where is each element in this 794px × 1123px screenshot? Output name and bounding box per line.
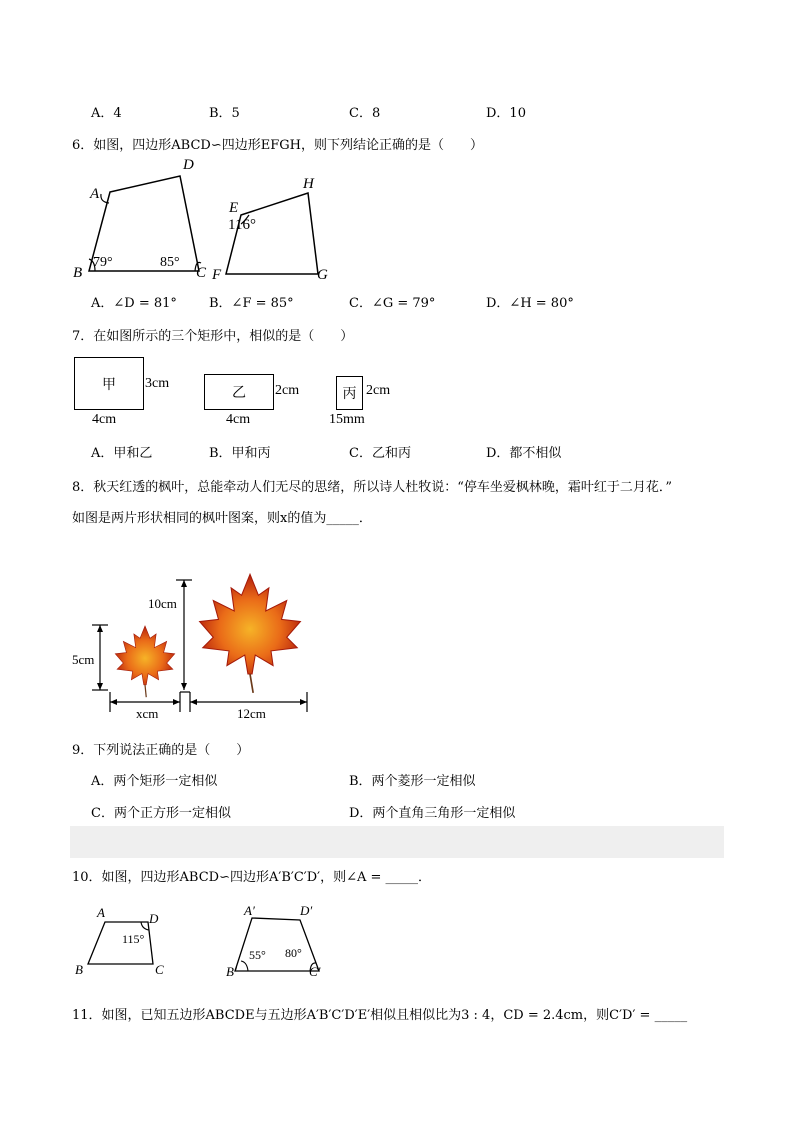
quad-abcd-prime <box>235 918 319 971</box>
rect-bing-height: 2cm <box>366 383 391 398</box>
q10-stem: 10．如图，四边形ABCD∽四边形A′B′C′D′，则∠A = _____． <box>72 870 432 885</box>
q10-angle-b-prime-label: 55° <box>249 948 266 962</box>
q5-option-c: C．8 <box>349 106 381 121</box>
q5-option-a: A．4 <box>91 106 122 121</box>
q9-option-c: C．两个正方形一定相似 <box>91 806 231 821</box>
q8-small-height: 5cm <box>72 652 95 667</box>
q9-option-a: A．两个矩形一定相似 <box>91 774 218 789</box>
q8-stem-line2: 如图是两片形状相同的枫叶图案，则x的值为_____． <box>72 511 372 526</box>
q5-option-b: B．5 <box>209 106 240 121</box>
q7-option-b: B．甲和丙 <box>209 446 271 461</box>
rect-bing-name: 丙 <box>342 386 357 402</box>
q6-label-e: E <box>229 200 239 216</box>
q10-label-d-prime: D′ <box>300 903 313 918</box>
q9-option-b: B．两个菱形一定相似 <box>349 774 476 789</box>
q6-label-c: C <box>196 265 207 281</box>
q10-label-c-prime: C′ <box>309 964 321 979</box>
q8-stem-line1: 8．秋天红透的枫叶，总能牵动人们无尽的思绪，所以诗人杜牧说：“停车坐爱枫林晚，霜叶红于二月花．” <box>72 480 673 495</box>
q8-big-height: 10cm <box>148 596 177 611</box>
rect-yi-name: 乙 <box>232 385 246 401</box>
q9-option-d: D．两个直角三角形一定相似 <box>349 806 516 821</box>
q6-angle-e-label: 116° <box>228 217 256 233</box>
q6-option-c: C．∠G = 79° <box>349 296 436 311</box>
angle-arc-b-prime <box>241 961 248 971</box>
q10-label-c: C <box>155 962 164 977</box>
q7-stem: 7．在如图所示的三个矩形中，相似的是（ ） <box>72 329 354 344</box>
rect-jia-height: 3cm <box>145 376 170 391</box>
q10-angle-c-prime-label: 80° <box>285 946 302 960</box>
q8-small-width: xcm <box>136 706 159 721</box>
rect-jia-name: 甲 <box>102 376 116 393</box>
q6-option-b: B．∠F = 85° <box>209 296 294 311</box>
q11-stem: 11．如图，已知五边形ABCDE与五边形A′B′C′D′E′相似且相似比为3 : 4，CD = 2.4cm，则C′D′ = _____ <box>72 1008 688 1023</box>
q7-option-a: A．甲和乙 <box>91 446 153 461</box>
rect-bing-width: 15mm <box>329 412 365 427</box>
q6-option-d: D．∠H = 80° <box>486 296 574 311</box>
q10-label-d: D <box>149 911 159 926</box>
q6-label-b: B <box>73 265 83 281</box>
q6-label-f: F <box>212 267 222 283</box>
q6-label-d: D <box>183 157 194 173</box>
q8-big-width: 12cm <box>237 706 266 721</box>
q5-option-d: D．10 <box>486 106 526 121</box>
q9-stem: 9．下列说法正确的是（ ） <box>72 743 250 758</box>
q7-option-c: C．乙和丙 <box>349 446 411 461</box>
q6-label-g: G <box>317 267 328 283</box>
q6-label-h: H <box>303 176 314 192</box>
q6-angle-c-label: 85° <box>160 255 180 270</box>
q10-label-a: A <box>97 905 105 920</box>
rect-yi-width: 4cm <box>226 412 251 427</box>
q6-angle-b-label: 79° <box>93 255 113 270</box>
rect-yi-height: 2cm <box>275 383 300 398</box>
q7-option-d: D．都不相似 <box>486 446 562 461</box>
q10-angle-d-label: 115° <box>122 932 145 946</box>
q6-label-a: A <box>90 186 100 202</box>
q10-label-b: B <box>75 962 83 977</box>
q6-stem: 6．如图，四边形ABCD∽四边形EFGH，则下列结论正确的是（ ） <box>72 138 483 153</box>
q10-label-a-prime: A′ <box>244 903 255 918</box>
q10-label-b-prime: B′ <box>226 964 237 979</box>
rect-jia-width: 4cm <box>92 412 117 427</box>
q6-option-a: A．∠D = 81° <box>91 296 177 311</box>
